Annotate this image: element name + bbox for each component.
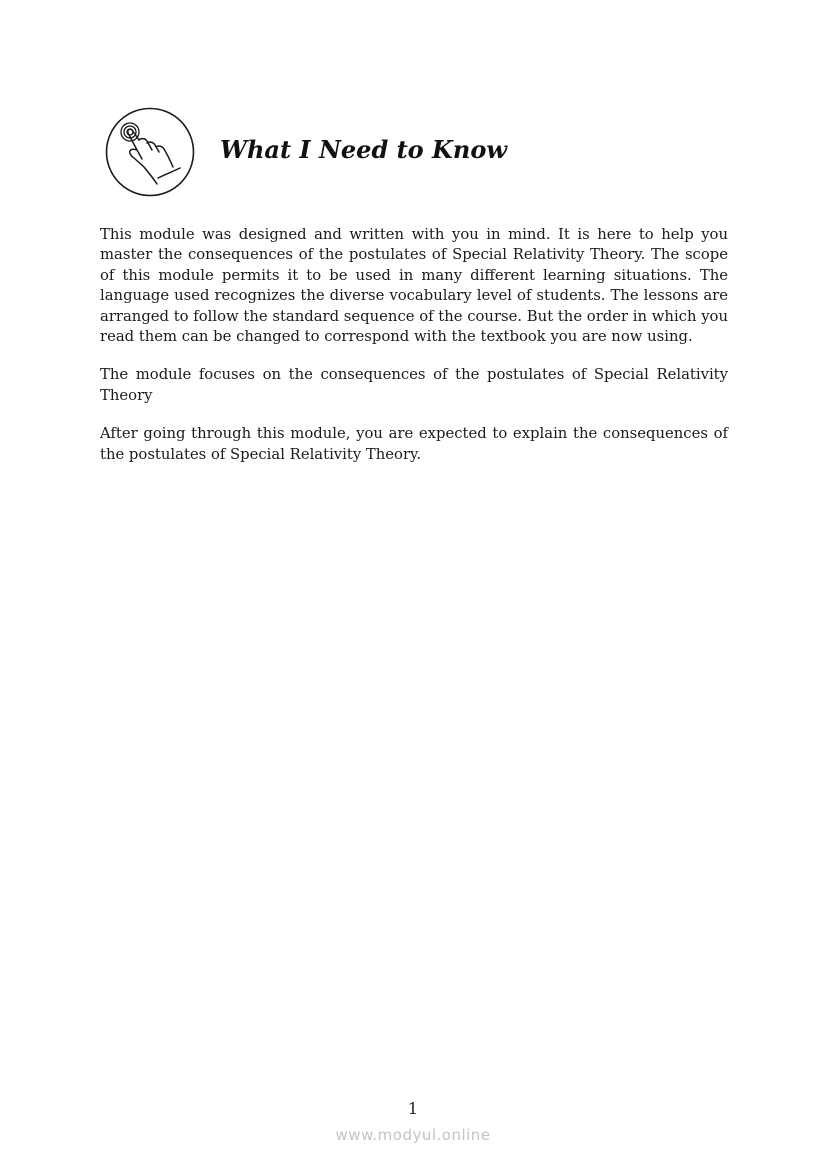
section-title: What I Need to Know [220,135,508,164]
intro-paragraph: This module was designed and written with you in mind. It is here to help you master the consequences of the postulates of Special Relativity Theory. The scope of this module permits it to be used in many different learning situations. The language used recognizes the diverse vocabulary level of students. The lessons are arranged to follow the standard sequence of the course. But the order in which you read them can be changed to correspond with the textbook you are now using. [100,226,728,346]
watermark: www.modyul.online [335,1126,491,1144]
focus-paragraph: The module focuses on the consequences of the postulates of Special Relativity Theory [100,366,728,404]
body-text [100,225,728,483]
pointing-hand-icon [104,107,196,197]
objective-paragraph: After going through this module, you are expected to explain the consequences of the postulates of Special Relativity Theory. [100,425,728,463]
page-number: 1 [407,1099,419,1118]
